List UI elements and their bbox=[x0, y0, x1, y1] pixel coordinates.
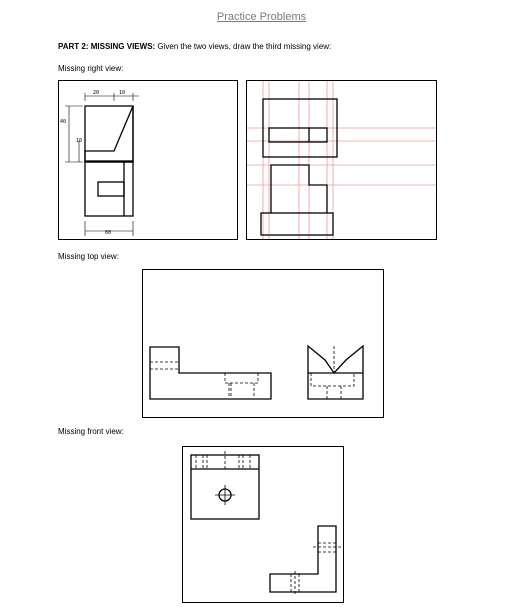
problem-1-given-views-drawing bbox=[59, 81, 237, 239]
front-view-bottom-outline bbox=[85, 161, 133, 216]
hidden-line-4 bbox=[229, 383, 254, 396]
answer-view-base bbox=[261, 213, 333, 235]
hidden-line-3 bbox=[225, 373, 258, 383]
side-view-hidden-lines bbox=[318, 543, 336, 552]
dim-side-small: 10 bbox=[76, 138, 83, 144]
problem-2-frame bbox=[142, 269, 384, 418]
dim-bottom-width: 60 bbox=[105, 230, 112, 236]
problem-1-answer-drawing bbox=[247, 81, 436, 239]
problem-1-given-views-frame bbox=[58, 80, 238, 240]
dim-top-right: 10 bbox=[119, 90, 126, 96]
instructions bbox=[58, 42, 331, 51]
front-view-slot bbox=[98, 182, 124, 196]
front-view-rib bbox=[85, 106, 133, 162]
hidden-line-6 bbox=[327, 386, 341, 399]
problem-2-label: Missing top view: bbox=[58, 252, 119, 261]
hidden-line-5 bbox=[311, 373, 354, 386]
problem-3-label: Missing front view: bbox=[58, 427, 124, 436]
part-label: PART 2: MISSING VIEWS: bbox=[58, 42, 156, 51]
problem-1-answer-frame bbox=[246, 80, 437, 240]
page-title: Practice Problems bbox=[216, 11, 307, 23]
problem-3-drawing bbox=[183, 447, 343, 602]
problem-2-drawing bbox=[143, 270, 383, 417]
problem-3-frame bbox=[182, 446, 344, 603]
part-text: Given the two views, draw the third missing view: bbox=[155, 42, 332, 51]
side-view-outline bbox=[270, 526, 336, 592]
problem-1-label: Missing right view: bbox=[58, 64, 124, 73]
answer-view-slot bbox=[269, 128, 327, 142]
dim-side-height: 40 bbox=[60, 119, 67, 125]
dim-top-left: 20 bbox=[93, 90, 100, 96]
top-view-hidden-lines bbox=[196, 455, 250, 469]
front-view-top-outline bbox=[85, 106, 133, 162]
front-view-outline bbox=[150, 347, 271, 399]
